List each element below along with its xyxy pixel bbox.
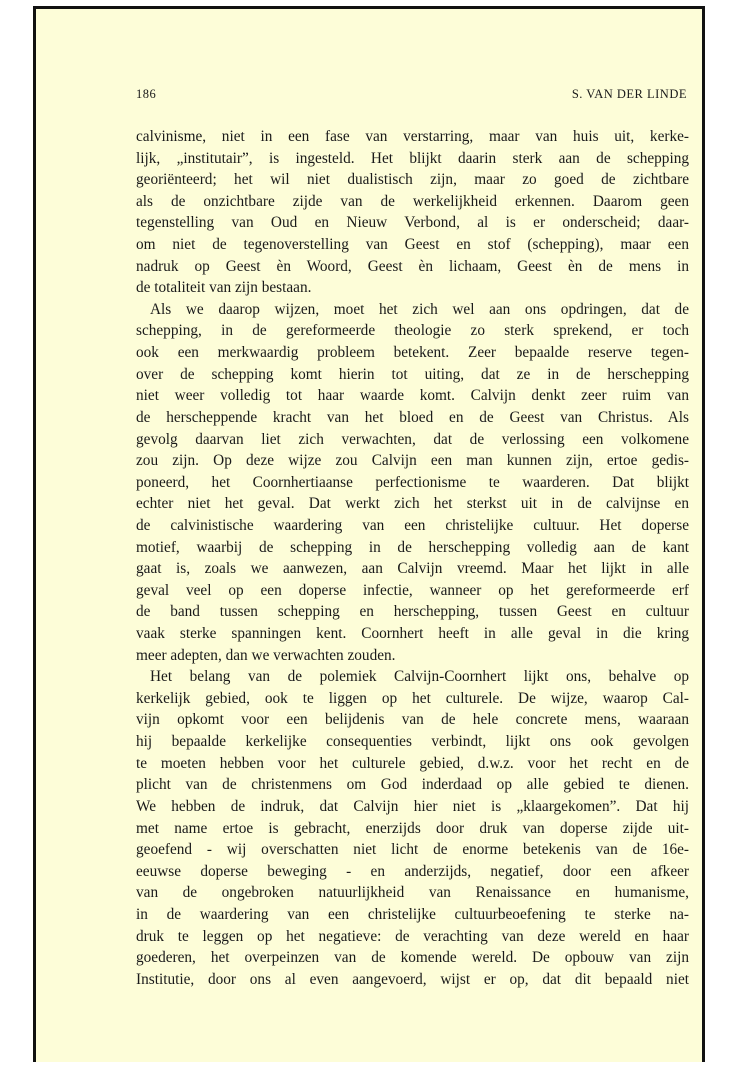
text-line: poneerd, het Coornhertiaanse perfectionisme te waarderen. Dat blijkt (136, 473, 689, 491)
running-head: S. VAN DER LINDE (571, 87, 687, 101)
text-line: echter niet het geval. Dat werkt zich het sterkst uit in de calvijnse en (136, 495, 689, 513)
text-line: tegenstelling van Oud en Nieuw Verbond, al is er onderscheid; daar- (136, 214, 689, 232)
text-line: vijn opkomt voor een belijdenis van de hele concrete mens, waaraan (136, 711, 689, 729)
text-line: ook een merkwaardig probleem betekent. Zeer bepaalde reserve tegen- (136, 344, 689, 362)
text-line: de herscheppende kracht van het bloed en de Geest van Christus. Als (136, 408, 689, 426)
text-line: meer adepten, dan we verwachten zouden. (136, 646, 396, 664)
text-line: druk te leggen op het negatieve: de verachting van deze wereld en haar (136, 927, 689, 945)
text-line: plicht van de christenmens om God inderdaad op alle gebied te dienen. (136, 776, 689, 794)
text-line: de totaliteit van zijn bestaan. (136, 279, 312, 297)
text-line: georiënteerd; het wil niet dualistisch zijn, maar zo goed de zichtbare (136, 171, 689, 189)
text-line: nadruk op Geest èn Woord, Geest èn lichaam, Geest èn de mens in (136, 257, 689, 275)
text-line: niet weer volledig tot haar waarde komt. Calvijn denkt zeer ruim van (136, 387, 689, 405)
text-line: motief, waarbij de schepping in de herschepping volledig aan de kant (136, 538, 689, 556)
text-line: Het belang van de polemiek Calvijn-Coornhert lijkt ons, behalve op (150, 668, 689, 686)
text-line: gaat is, zoals we aanwezen, aan Calvijn vreemd. Maar het lijkt in alle (136, 560, 689, 578)
page-header (136, 87, 687, 105)
text-line: lijk, „institutair”, is ingesteld. Het blijkt daarin sterk aan de schepping (136, 149, 689, 167)
text-line: schepping, in de gereformeerde theologie zo sterk sprekend, er toch (136, 322, 689, 340)
text-line: van de ongebroken natuurlijkheid van Renaissance en humanisme, (136, 884, 689, 902)
text-line: over de schepping komt hierin tot uiting, dat ze in de herschepping (136, 365, 689, 383)
text-line: We hebben de indruk, dat Calvijn hier niet is „klaargekomen”. Dat hij (136, 797, 689, 815)
text-line: de calvinistische waardering van een christelijke cultuur. Het doperse (136, 516, 689, 534)
text-line: in de waardering van een christelijke cultuurbeoefening te sterke na- (136, 905, 689, 923)
text-line: vaak sterke spanningen kent. Coornhert heeft in alle geval in die kring (136, 625, 689, 643)
body-text (136, 126, 689, 990)
text-line: calvinisme, niet in een fase van verstarring, maar van huis uit, kerke- (136, 128, 689, 145)
text-line: goederen, het overpeinzen van de komende wereld. De opbouw van zijn (136, 949, 689, 967)
book-page (33, 6, 705, 1062)
text-line: eeuwse doperse beweging - en anderzijds, negatief, door een afkeer (136, 862, 689, 880)
text-line: als de onzichtbare zijde van de werkelijkheid erkennen. Daarom geen (136, 192, 689, 210)
text-line: hij bepaalde kerkelijke consequenties verbindt, lijkt ons ook gevolgen (136, 733, 689, 751)
text-line: Institutie, door ons al even aangevoerd, wijst er op, dat dit bepaald niet (136, 970, 689, 988)
page-number: 186 (136, 87, 157, 101)
text-line: met name ertoe is gebracht, enerzijds door druk van doperse zijde uit- (136, 819, 689, 837)
text-line: kerkelijk gebied, ook te liggen op het culturele. De wijze, waarop Cal- (136, 689, 689, 707)
text-line: Als we daarop wijzen, moet het zich wel aan ons opdringen, dat de (150, 300, 689, 318)
text-line: zou zijn. Op deze wijze zou Calvijn een man kunnen zijn, ertoe gedis- (136, 452, 689, 470)
text-line: gevolg daarvan liet zich verwachten, dat de verlossing een volkomene (136, 430, 689, 448)
text-line: geval veel op een doperse infectie, wanneer op het gereformeerde erf (136, 581, 689, 599)
text-line: geoefend - wij overschatten niet licht de enorme betekenis van de 16e- (136, 841, 689, 859)
text-line: te moeten hebben voor het culturele gebied, d.w.z. voor het recht en de (136, 754, 689, 772)
text-line: om niet de tegenoverstelling van Geest en stof (schepping), maar een (136, 236, 689, 254)
text-line: de band tussen schepping en herschepping, tussen Geest en cultuur (136, 603, 689, 621)
